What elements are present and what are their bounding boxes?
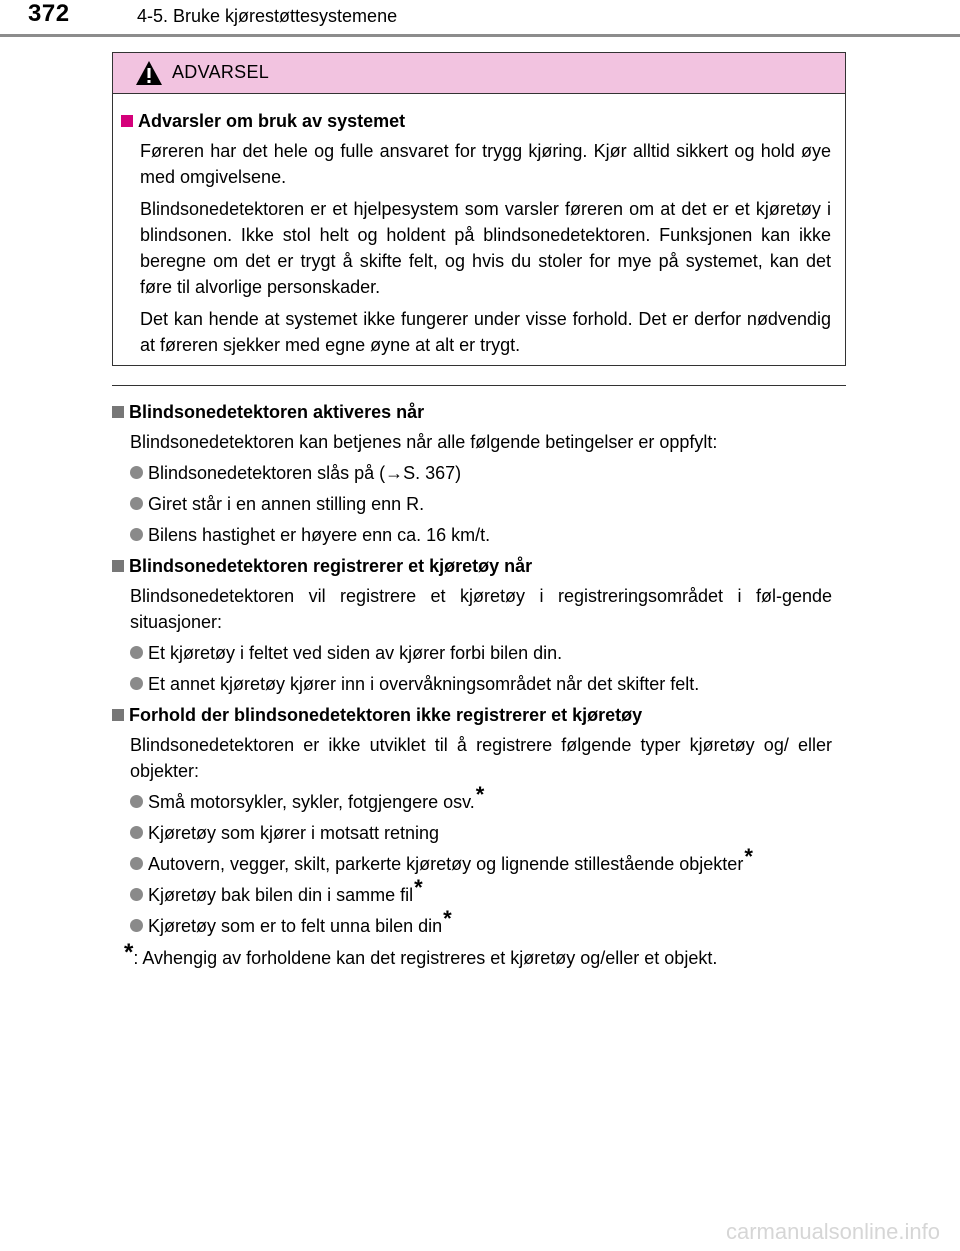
warning-paragraph: Blindsonedetektoren er et hjelpesystem som varsler føreren om at det er et kjøretøy i blindsonen. Ikke stol helt og holdent på blindsonedetektoren. Funksjonen kan ikke beregne om det er trygt å skifte felt, og hvis du stoler for mye på systemet, kan det føre til alvorlige personskader. <box>140 199 831 297</box>
bullet-dot-icon <box>130 646 143 659</box>
section-heading-text: Blindsonedetektoren registrerer et kjøretøy når <box>129 556 533 576</box>
list-item <box>130 875 832 908</box>
section-heading-text: Blindsonedetektoren aktiveres når <box>129 402 425 422</box>
list-item <box>130 844 832 877</box>
warning-body <box>113 94 845 358</box>
list-item <box>130 460 832 486</box>
bullet-dot-icon <box>130 826 143 839</box>
section-heading <box>112 702 832 728</box>
square-bullet-icon <box>112 709 124 721</box>
section-heading <box>112 553 832 579</box>
warning-title: ADVARSEL <box>172 62 270 82</box>
list-item <box>130 671 832 697</box>
section-heading-text: Forhold der blindsonedetektoren ikke registrerer et kjøretøy <box>129 705 643 725</box>
warning-box <box>112 52 846 366</box>
list-item-text: Bilens hastighet er høyere enn ca. 16 km/t. <box>148 525 491 545</box>
section-text: Blindsonedetektoren vil registrere et kjøretøy i registreringsområdet i føl-gende situasjoner: <box>130 586 832 632</box>
warning-paragraph: Føreren har det hele og fulle ansvaret for trygg kjøring. Kjør alltid sikkert og hold øye med omgivelsene. <box>140 141 831 187</box>
footnote <box>124 939 832 971</box>
list-item-text: Giret står i en annen stilling enn R. <box>148 494 425 514</box>
footnote-text: : Avhengig av forholdene kan det registreres et kjøretøy og/eller et objekt. <box>133 948 718 968</box>
list-item-text: Kjøretøy bak bilen din i samme fil <box>148 885 414 905</box>
bullet-dot-icon <box>130 795 143 808</box>
footnote-asterisk: * <box>124 939 134 966</box>
watermark: carmanualsonline.info <box>725 1219 940 1244</box>
square-bullet-icon <box>121 115 133 127</box>
list-item <box>130 522 832 548</box>
bullet-dot-icon <box>130 677 143 690</box>
list-item <box>130 906 832 939</box>
square-bullet-icon <box>112 560 124 572</box>
footnote-marker: * <box>443 906 452 931</box>
page-number: 372 <box>28 0 70 27</box>
warning-paragraph: Det kan hende at systemet ikke fungerer under visse forhold. Det er derfor nødvendig at føreren sjekker med egne øyne at alt er trygt. <box>140 309 831 355</box>
footnote-marker: * <box>744 844 753 869</box>
warning-header <box>113 53 845 94</box>
bullet-dot-icon <box>130 857 143 870</box>
bullet-dot-icon <box>130 466 143 479</box>
bullet-dot-icon <box>130 497 143 510</box>
bullet-dot-icon <box>130 888 143 901</box>
list-item <box>130 820 832 846</box>
list-item-text: Kjøretøy som kjører i motsatt retning <box>148 823 440 843</box>
list-item-text: Autovern, vegger, skilt, parkerte kjøretøy og lignende stillestående objekter <box>148 854 744 874</box>
warning-triangle-icon <box>135 60 163 86</box>
list-item-text: Små motorsykler, sykler, fotgjengere osv. <box>148 792 475 812</box>
warning-heading <box>121 108 831 134</box>
square-bullet-icon <box>112 406 124 418</box>
section-text: Blindsonedetektoren er ikke utviklet til å registrere følgende typer kjøretøy og/ eller objekter: <box>130 735 832 781</box>
list-item-text: Et kjøretøy i feltet ved siden av kjører forbi bilen din. <box>148 643 563 663</box>
list-item-text: Et annet kjøretøy kjører inn i overvåkningsområdet når det skifter felt. <box>148 674 700 694</box>
footnote-marker: * <box>475 782 485 807</box>
section-heading <box>112 399 832 425</box>
section-text: Blindsonedetektoren kan betjenes når alle følgende betingelser er oppfylt: <box>130 432 718 452</box>
content-divider <box>112 385 846 386</box>
list-item <box>130 640 832 666</box>
bullet-dot-icon <box>130 919 143 932</box>
list-item <box>130 782 832 815</box>
list-item <box>130 491 832 517</box>
list-item-text: Blindsonedetektoren slås på (→S. 367) <box>148 463 462 483</box>
footnote-marker: * <box>414 875 423 900</box>
list-item-text: Kjøretøy som er to felt unna bilen din <box>148 916 443 936</box>
header-divider <box>0 34 960 37</box>
bullet-dot-icon <box>130 528 143 541</box>
warning-heading-text: Advarsler om bruk av systemet <box>138 111 406 131</box>
section-title: 4-5. Bruke kjørestøttesystemene <box>137 6 398 26</box>
main-content <box>112 397 832 971</box>
